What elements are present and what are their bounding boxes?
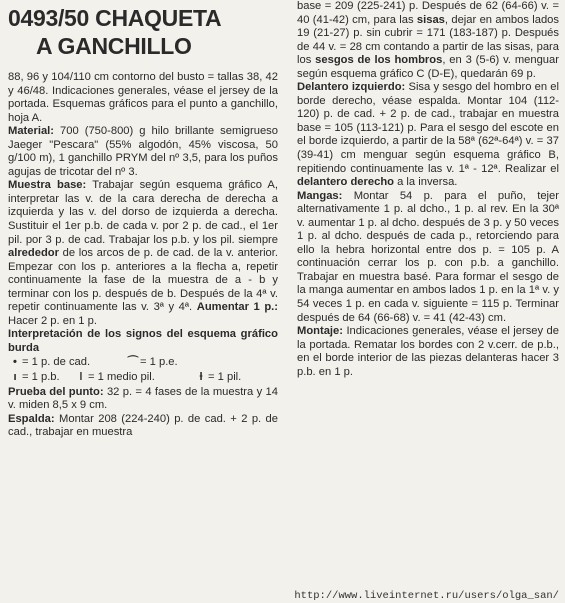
legend-chain-stitch: = 1 p. de cad. <box>22 356 91 369</box>
legend-double-crochet: = 1 pil. <box>208 371 242 384</box>
delantero-label: Delantero izquierdo: <box>297 81 406 94</box>
pattern-title-line1: 0493/50 CHAQUETA <box>8 5 222 31</box>
material-section <box>8 125 278 179</box>
single-crochet-symbol-icon: ı <box>13 371 17 384</box>
delantero-section <box>297 81 559 189</box>
pattern-title-line2: A GANCHILLO <box>36 33 192 59</box>
prueba-text: 32 p. = 4 fases de la muestra y 14 v. miden 8,5 x 9 cm. <box>8 385 278 412</box>
half-double-crochet-symbol-icon: ǀ <box>79 371 83 384</box>
delantero-derecho-bold: delantero derecho <box>297 176 394 189</box>
right-column <box>297 0 559 379</box>
sesgos-bold: sesgos de los hombros <box>315 54 443 67</box>
material-label: Material: <box>8 125 55 138</box>
slip-stitch-symbol-icon: ⌒ <box>127 356 139 369</box>
interpretation-title: Interpretación de los signos del esquema gráfico burda <box>8 328 278 354</box>
espalda-section <box>8 413 278 440</box>
mangas-text: Montar 54 p. para el puño, tejer alternativamente 1 p. al dcho., 1 p. al rev. En la 30ª v. aumentar 1 p. al dcho. después de 3 p. y 50 veces 1 p. al dcho. después de cada p., retorciendo para ello la hebra horizontal entre dos p. = 105 p. A continuación cerrar los p. con p.b. a ganchillo. Trabajar en muestra basé. Para formar el sesgo de la manga aumentar en ambos lados 1 p. en la 1ª v. y 54 veces 1 p. en cada v. siguiente = 115 p. Terminar después de 64 (66-68) v. = 41 (42-43) cm. <box>297 189 559 324</box>
double-crochet-symbol-icon: ƚ <box>199 371 203 384</box>
mangas-label: Mangas: <box>297 189 343 202</box>
espalda-cont-2: , dejar en ambos lados 19 (21-27) p. sin cubrir = 171 (183-187) p. Después de 44 v. = 28 cm contando a partir de las sisas, para los <box>297 13 560 67</box>
montaje-section <box>297 325 559 379</box>
material-text: 700 (750-800) g hilo brillante semigrueso Jaeger "Pescara" (55% algodón, 45% viscosa, 50 g/100 m), 1 ganchillo PRYM del nº 3,5, para los puños agujas de tricotar del nº 3. <box>8 125 278 178</box>
delantero-text-1: Sisa y sesgo del hombro en el borde derecho, véase espalda. Montar 104 (112-120) p. de cad. + 2 p. de cad., trabajar en muestra base = 105 (113-121) p. Para el sesgo del escote en el borde izquierdo, a partir de la 58ª (62ª-64ª) v. = 37 (39-41) cm menguar según esquema gráfico B, repitiendo continuamente las v. 1ª - 12ª. Realizar el <box>297 81 559 175</box>
muestra-text-1: Trabajar según esquema gráfico A, interpretar las v. de la cara derecha de derecha a izquierda y las v. del dorso de izquierda a derecha. Sustituir el 1er p.b. de cada v. por 2 p. de cad., el 1er pil. por 3 p. de cad. Trabajar los p.b. y los pil. siempre <box>8 179 278 246</box>
legend-single-crochet: = 1 p.b. <box>22 371 60 384</box>
muestra-text-2: de los arcos de p. de cad. de la v. anterior. Empezar con los p. anteriores a la flecha a, repetir continuamente la fase de la muestra de a - b y terminar con los p. después de b. Después de la 4ª v. repetir continuamente las v. 3ª y 4ª. <box>8 247 278 314</box>
espalda-label: Espalda: <box>8 412 55 425</box>
montaje-label: Montaje: <box>297 325 343 338</box>
legend-slip-stitch: = 1 p.e. <box>140 356 178 369</box>
aumentar-text: Hacer 2 p. en 1 p. <box>8 314 97 327</box>
espalda-text: Montar 208 (224-240) p. de cad. + 2 p. de cad., trabajar en muestra <box>8 412 278 439</box>
sisas-bold: sisas <box>416 13 445 26</box>
espalda-cont-1: base = 209 (225-241) p. Después de 62 (64-66) v. = 40 (41-42) cm, para las <box>297 0 559 26</box>
muestra-label: Muestra base: <box>8 179 87 192</box>
aumentar-label: Aumentar 1 p.: <box>196 301 278 314</box>
legend-half-double-crochet: = 1 medio pil. <box>88 371 155 384</box>
prueba-label: Prueba del punto: <box>8 385 104 398</box>
prueba-section <box>8 386 278 413</box>
espalda-cont-3: , en 3 (5-6) v. menguar según esquema gráfico C (D-E), quedarán 69 p. <box>297 54 559 80</box>
legend-row-2 <box>8 371 278 385</box>
legend-row-1 <box>8 356 278 370</box>
source-url-watermark: http://www.liveinternet.ru/users/olga_san/ <box>294 590 559 602</box>
muestra-section <box>8 179 278 328</box>
montaje-text: Indicaciones generales, véase el jersey de la portada. Rematar los bordes con 2 v.cerr. de p.b., en el borde interior de las piezas delanteras hacer 3 p.b. en 1 p. <box>297 325 559 378</box>
intro-paragraph: 88, 96 y 104/110 cm contorno del busto = tallas 38, 42 y 46/48. Indicaciones generales, véase el jersey de la portada. Esquemas gráficos para el punto a ganchillo, hoja A. <box>8 71 278 124</box>
espalda-continuation <box>297 0 559 81</box>
delantero-text-2: a la inversa. <box>393 176 458 189</box>
chain-stitch-symbol-icon: • <box>13 356 17 369</box>
muestra-bold-word: alrededor <box>8 247 59 260</box>
mangas-section <box>297 190 559 325</box>
left-column <box>8 0 278 440</box>
